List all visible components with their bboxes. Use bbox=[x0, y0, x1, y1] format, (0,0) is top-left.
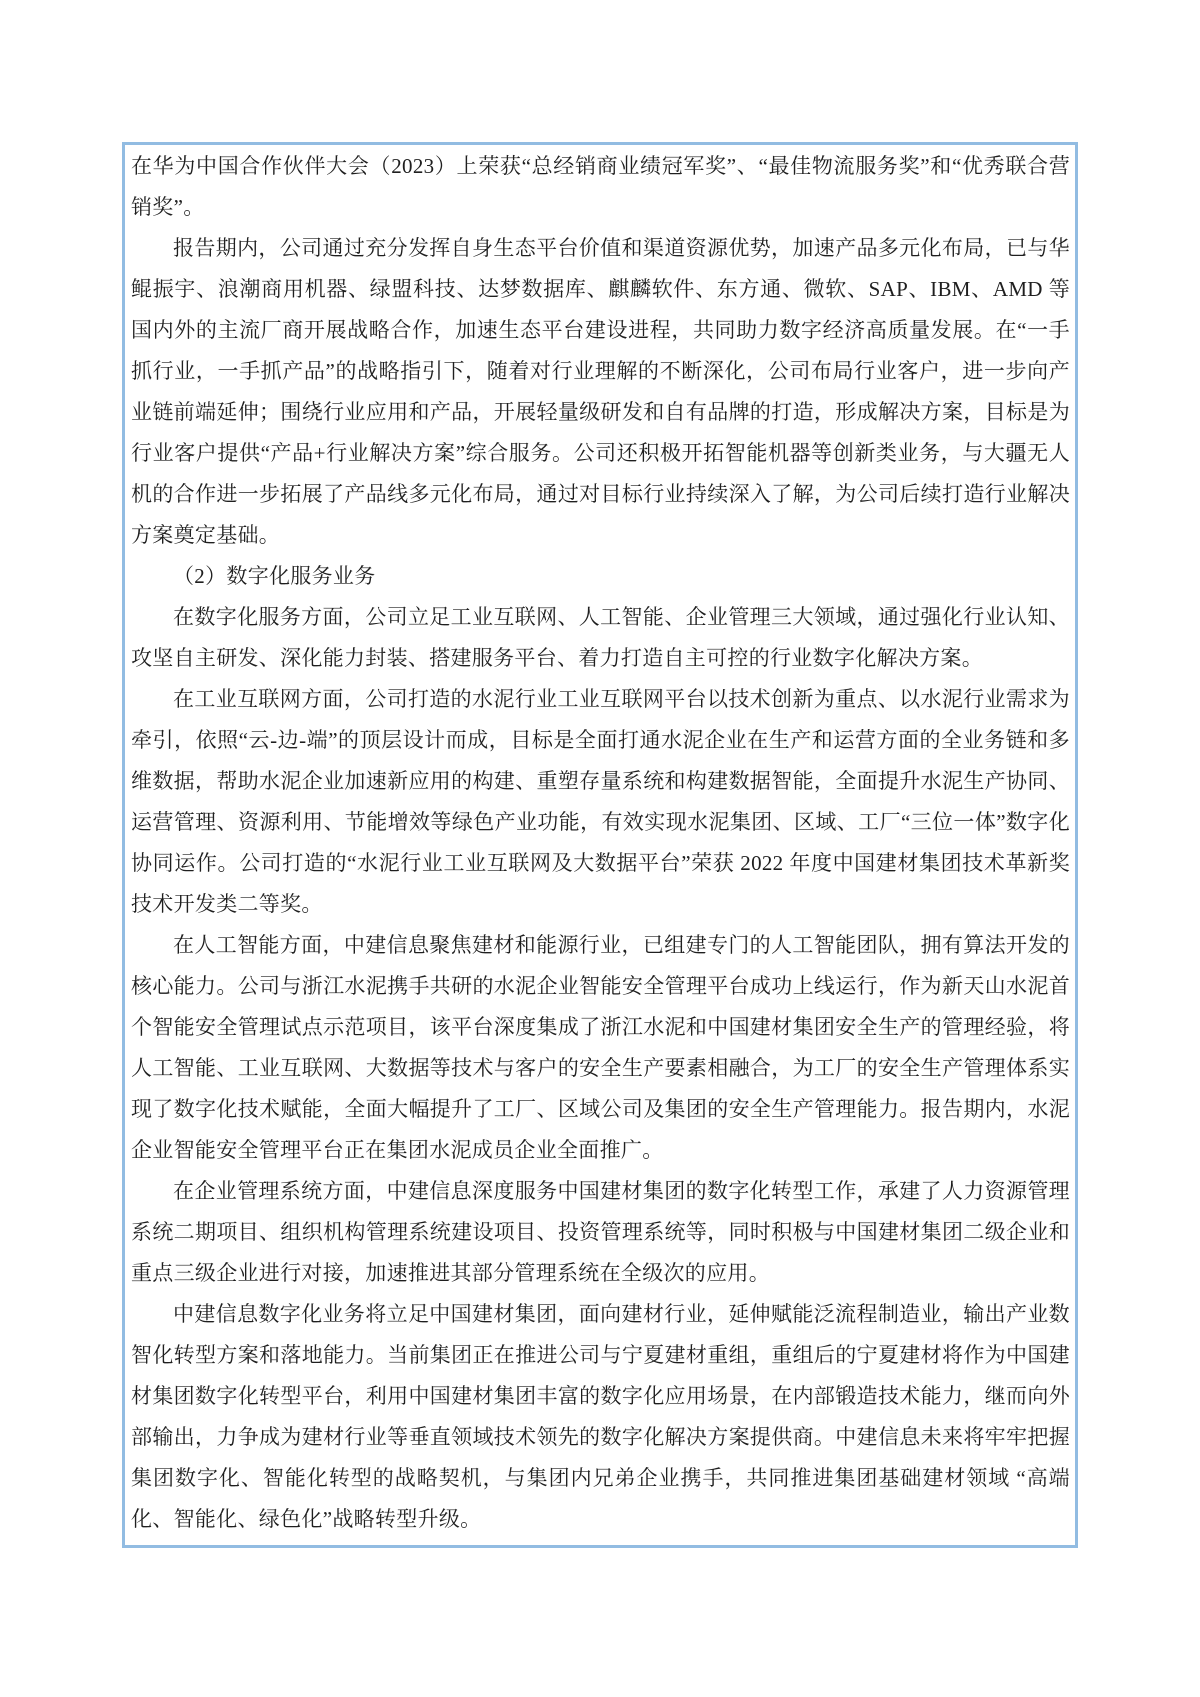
bordered-text-box bbox=[122, 142, 1078, 1548]
section-heading: （2）数字化服务业务 bbox=[173, 564, 376, 588]
paragraph: 在工业互联网方面，公司打造的水泥行业工业互联网平台以技术创新为重点、以水泥行业需求为牵引，依照“云-边-端”的顶层设计而成，目标是全面打通水泥企业在生产和运营方面的全业务链和多维数据，帮助水泥企业加速新应用的构建、重塑存量系统和构建数据智能，全面提升水泥生产协同、运营管理、资源利用、节能增效等绿色产业功能，有效实现水泥集团、区域、工厂“三位一体”数字化协同运作。公司打造的“水泥行业工业互联网及大数据平台”荣获 2022 年度中国建材集团技术革新奖技术开发类二等奖。 bbox=[131, 687, 1070, 916]
paragraph: 报告期内，公司通过充分发挥自身生态平台价值和渠道资源优势，加速产品多元化布局，已与华鲲振宇、浪潮商用机器、绿盟科技、达梦数据库、麒麟软件、东方通、微软、SAP、IBM、AMD 等国内外的主流厂商开展战略合作，加速生态平台建设进程，共同助力数字经济高质量发展。在“一手抓行业，一手抓产品”的战略指引下，随着对行业理解的不断深化，公司布局行业客户，进一步向产业链前端延伸；围绕行业应用和产品，开展轻量级研发和自有品牌的打造，形成解决方案，目标是为行业客户提供“产品+行业解决方案”综合服务。公司还积极开拓智能机器等创新类业务，与大疆无人机的合作进一步拓展了产品线多元化布局，通过对目标行业持续深入了解，为公司后续打造行业解决方案奠定基础。 bbox=[131, 236, 1070, 547]
paragraph: 在数字化服务方面，公司立足工业互联网、人工智能、企业管理三大领域，通过强化行业认知、攻坚自主研发、深化能力封装、搭建服务平台、着力打造自主可控的行业数字化解决方案。 bbox=[131, 605, 1070, 670]
paragraph-continuation: 在华为中国合作伙伴大会（2023）上荣获“总经销商业绩冠军奖”、“最佳物流服务奖”和“优秀联合营销奖”。 bbox=[131, 154, 1070, 219]
paragraph: 在人工智能方面，中建信息聚焦建材和能源行业，已组建专门的人工智能团队，拥有算法开发的核心能力。公司与浙江水泥携手共研的水泥企业智能安全管理平台成功上线运行，作为新天山水泥首个智能安全管理试点示范项目，该平台深度集成了浙江水泥和中国建材集团安全生产的管理经验，将人工智能、工业互联网、大数据等技术与客户的安全生产要素相融合，为工厂的安全生产管理体系实现了数字化技术赋能，全面大幅提升了工厂、区域公司及集团的安全生产管理能力。报告期内，水泥企业智能安全管理平台正在集团水泥成员企业全面推广。 bbox=[131, 933, 1070, 1162]
paragraph: 在企业管理系统方面，中建信息深度服务中国建材集团的数字化转型工作，承建了人力资源管理系统二期项目、组织机构管理系统建设项目、投资管理系统等，同时积极与中国建材集团二级企业和重点三级企业进行对接，加速推进其部分管理系统在全级次的应用。 bbox=[131, 1179, 1070, 1285]
paragraph: 中建信息数字化业务将立足中国建材集团，面向建材行业，延伸赋能泛流程制造业，输出产业数智化转型方案和落地能力。当前集团正在推进公司与宁夏建材重组，重组后的宁夏建材将作为中国建材集团数字化转型平台，利用中国建材集团丰富的数字化应用场景，在内部锻造技术能力，继而向外部输出，力争成为建材行业等垂直领域技术领先的数字化解决方案提供商。中建信息未来将牢牢把握集团数字化、智能化转型的战略契机，与集团内兄弟企业携手，共同推进集团基础建材领域 “高端化、智能化、绿色化”战略转型升级。 bbox=[131, 1302, 1070, 1531]
